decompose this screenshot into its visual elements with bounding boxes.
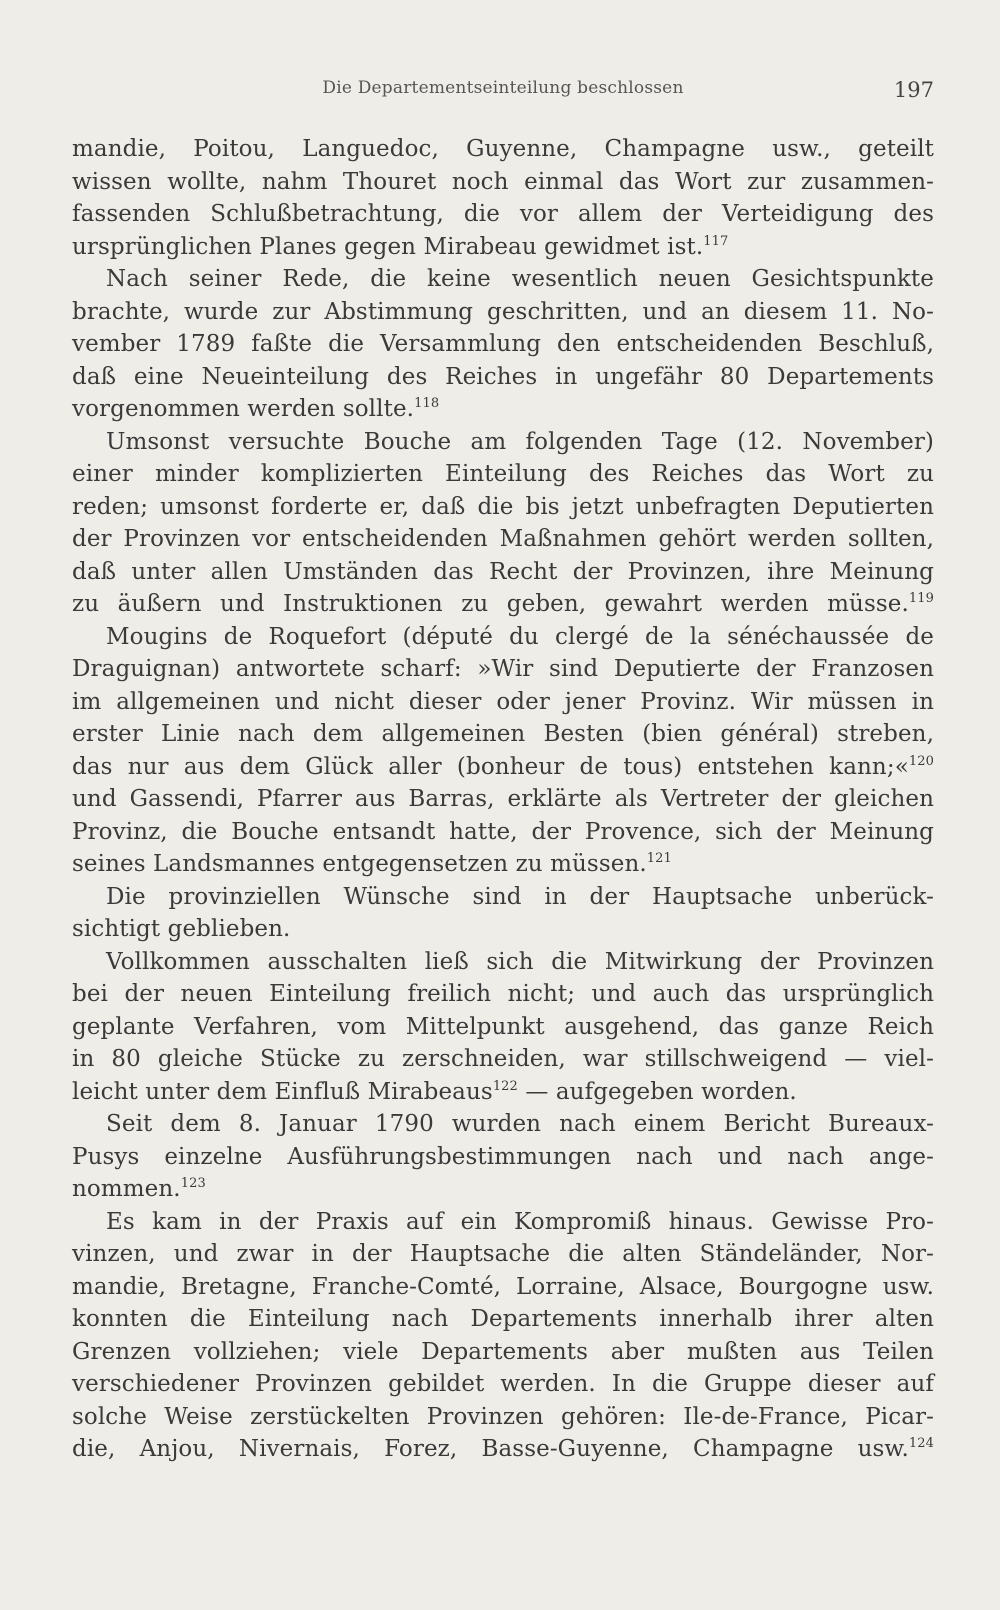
footnote-marker: 122: [492, 1078, 518, 1094]
text-line: [72, 588, 934, 621]
line-text-continued: — aufgegeben worden.: [517, 1078, 797, 1105]
line-text: im allgemeinen und nicht dieser oder jener Provinz. Wir müssen in: [72, 688, 934, 715]
line-text: Provinz, die Bouche entsandt hatte, der Provence, sich der Meinung: [72, 818, 934, 845]
text-line: [72, 816, 934, 849]
footnote-marker: 121: [646, 851, 672, 866]
text-line: [72, 1303, 934, 1336]
line-text: erster Linie nach dem allgemeinen Besten (bien général) streben,: [72, 721, 934, 747]
text-line: [72, 1368, 934, 1401]
text-line: [72, 263, 934, 296]
line-text: mandie, Bretagne, Franche-Comté, Lorraine, Alsace, Bourgogne usw.: [72, 1273, 934, 1300]
text-line: [72, 361, 934, 394]
text-line: [72, 1141, 934, 1174]
text-line: [72, 1173, 934, 1206]
text-line: [72, 1108, 934, 1141]
line-text: sichtigt geblieben.: [72, 916, 291, 942]
line-text: vinzen, und zwar in der Hauptsache die alten Ständeländer, Nor-: [72, 1241, 934, 1267]
line-text: brachte, wurde zur Abstimmung geschritten, und an diesem 11. No-: [72, 298, 934, 325]
text-line: [72, 231, 934, 264]
line-text: vorgenommen werden sollte.: [72, 396, 415, 422]
body-text: [72, 133, 934, 1466]
line-text: in 80 gleiche Stücke zu zerschneiden, war stillschweigend — viel-: [72, 1046, 934, 1072]
text-line: [72, 946, 934, 979]
text-line: [72, 621, 934, 654]
text-line: [72, 1206, 934, 1239]
text-line: [72, 1076, 934, 1109]
text-line: [72, 556, 934, 589]
line-text: daß unter allen Umständen das Recht der Provinzen, ihre Meinung: [72, 558, 934, 585]
footnote-marker: 120: [908, 753, 934, 769]
line-text: Es kam in der Praxis auf ein Kompromiß hinaus. Gewisse Pro-: [106, 1208, 934, 1235]
text-line: [72, 393, 934, 426]
text-line: [72, 751, 934, 784]
line-text: nommen.: [72, 1176, 181, 1202]
line-text: leicht unter dem Einfluß Mirabeaus: [72, 1078, 493, 1105]
line-text: Draguignan) antwortete scharf: »Wir sind Deputierte der Franzosen: [72, 656, 934, 682]
text-line: [72, 978, 934, 1011]
line-text: daß eine Neueinteilung des Reiches in ungefähr 80 Departements: [72, 363, 934, 390]
text-line: [72, 296, 934, 329]
text-line: [72, 426, 934, 459]
line-text: Grenzen vollziehen; viele Departements aber mußten aus Teilen: [72, 1338, 934, 1365]
line-text: fassenden Schlußbetrachtung, die vor allem der Verteidigung des: [72, 201, 934, 227]
line-text: seines Landsmannes entgegensetzen zu müssen.: [72, 851, 647, 877]
line-text: das nur aus dem Glück aller (bonheur de tous) entstehen kann;«: [72, 753, 909, 780]
line-text: die, Anjou, Nivernais, Forez, Basse-Guyenne, Champagne usw.: [72, 1436, 909, 1462]
text-line: [72, 686, 934, 719]
text-line: [72, 783, 934, 816]
line-text: geplante Verfahren, vom Mittelpunkt ausgehend, das ganze Reich: [72, 1013, 934, 1040]
text-line: [72, 848, 934, 881]
text-line: [72, 1401, 934, 1434]
running-title: Die Departementseinteilung beschlossen: [322, 78, 684, 98]
line-text: Nach seiner Rede, die keine wesentlich neuen Gesichtspunkte: [106, 266, 934, 292]
text-line: [72, 523, 934, 556]
line-text: solche Weise zerstückelten Provinzen gehören: Ile-de-France, Picar-: [72, 1403, 934, 1430]
line-text: verschiedener Provinzen gebildet werden. In die Gruppe dieser auf: [72, 1371, 934, 1397]
line-text: mandie, Poitou, Languedoc, Guyenne, Champagne usw., geteilt: [72, 136, 934, 162]
page-number: 197: [893, 78, 934, 102]
footnote-marker: 118: [414, 396, 440, 411]
text-line: [72, 328, 934, 361]
line-text: Die provinziellen Wünsche sind in der Hauptsache unberück-: [106, 883, 934, 910]
text-line: [72, 1011, 934, 1044]
footnote-marker: 124: [908, 1436, 934, 1451]
text-line: [72, 1271, 934, 1304]
text-line: [72, 1043, 934, 1076]
line-text: Pusys einzelne Ausführungsbestimmungen nach und nach ange-: [72, 1143, 934, 1170]
line-text: vember 1789 faßte die Versammlung den entscheidenden Beschluß,: [72, 331, 934, 357]
text-line: [72, 1238, 934, 1271]
line-text: Mougins de Roquefort (député du clergé de la sénéchaussée de: [106, 623, 934, 650]
line-text: der Provinzen vor entscheidenden Maßnahmen gehört werden sollten,: [72, 526, 934, 552]
text-line: [72, 1336, 934, 1369]
text-line: [72, 881, 934, 914]
line-text: ursprünglichen Planes gegen Mirabeau gewidmet ist.: [72, 233, 704, 260]
line-text: Umsonst versuchte Bouche am folgenden Tage (12. November): [106, 428, 934, 455]
text-line: [72, 458, 934, 491]
line-text: zu äußern und Instruktionen zu geben, gewahrt werden müsse.: [72, 591, 909, 617]
line-text: wissen wollte, nahm Thouret noch einmal das Wort zur zusammen-: [72, 168, 934, 195]
footnote-marker: 119: [908, 591, 934, 606]
text-line: [72, 491, 934, 524]
footnote-marker: 123: [180, 1176, 206, 1191]
text-line: [72, 166, 934, 199]
line-text: einer minder komplizierten Einteilung des Reiches das Wort zu: [72, 461, 934, 487]
line-text: bei der neuen Einteilung freilich nicht; und auch das ursprünglich: [72, 981, 934, 1007]
text-line: [72, 913, 934, 946]
text-line: [72, 1433, 934, 1466]
text-line: [72, 653, 934, 686]
line-text: reden; umsonst forderte er, daß die bis jetzt unbefragten Deputierten: [72, 493, 934, 520]
text-line: [72, 133, 934, 166]
line-text: konnten die Einteilung nach Departements innerhalb ihrer alten: [72, 1306, 934, 1332]
text-line: [72, 198, 934, 231]
footnote-marker: 117: [703, 233, 729, 249]
line-text: Vollkommen ausschalten ließ sich die Mitwirkung der Provinzen: [106, 948, 934, 975]
line-text: Seit dem 8. Januar 1790 wurden nach einem Bericht Bureaux-: [106, 1111, 934, 1137]
page-header: [72, 78, 934, 108]
text-line: [72, 718, 934, 751]
line-text: und Gassendi, Pfarrer aus Barras, erklärte als Vertreter der gleichen: [72, 786, 934, 812]
